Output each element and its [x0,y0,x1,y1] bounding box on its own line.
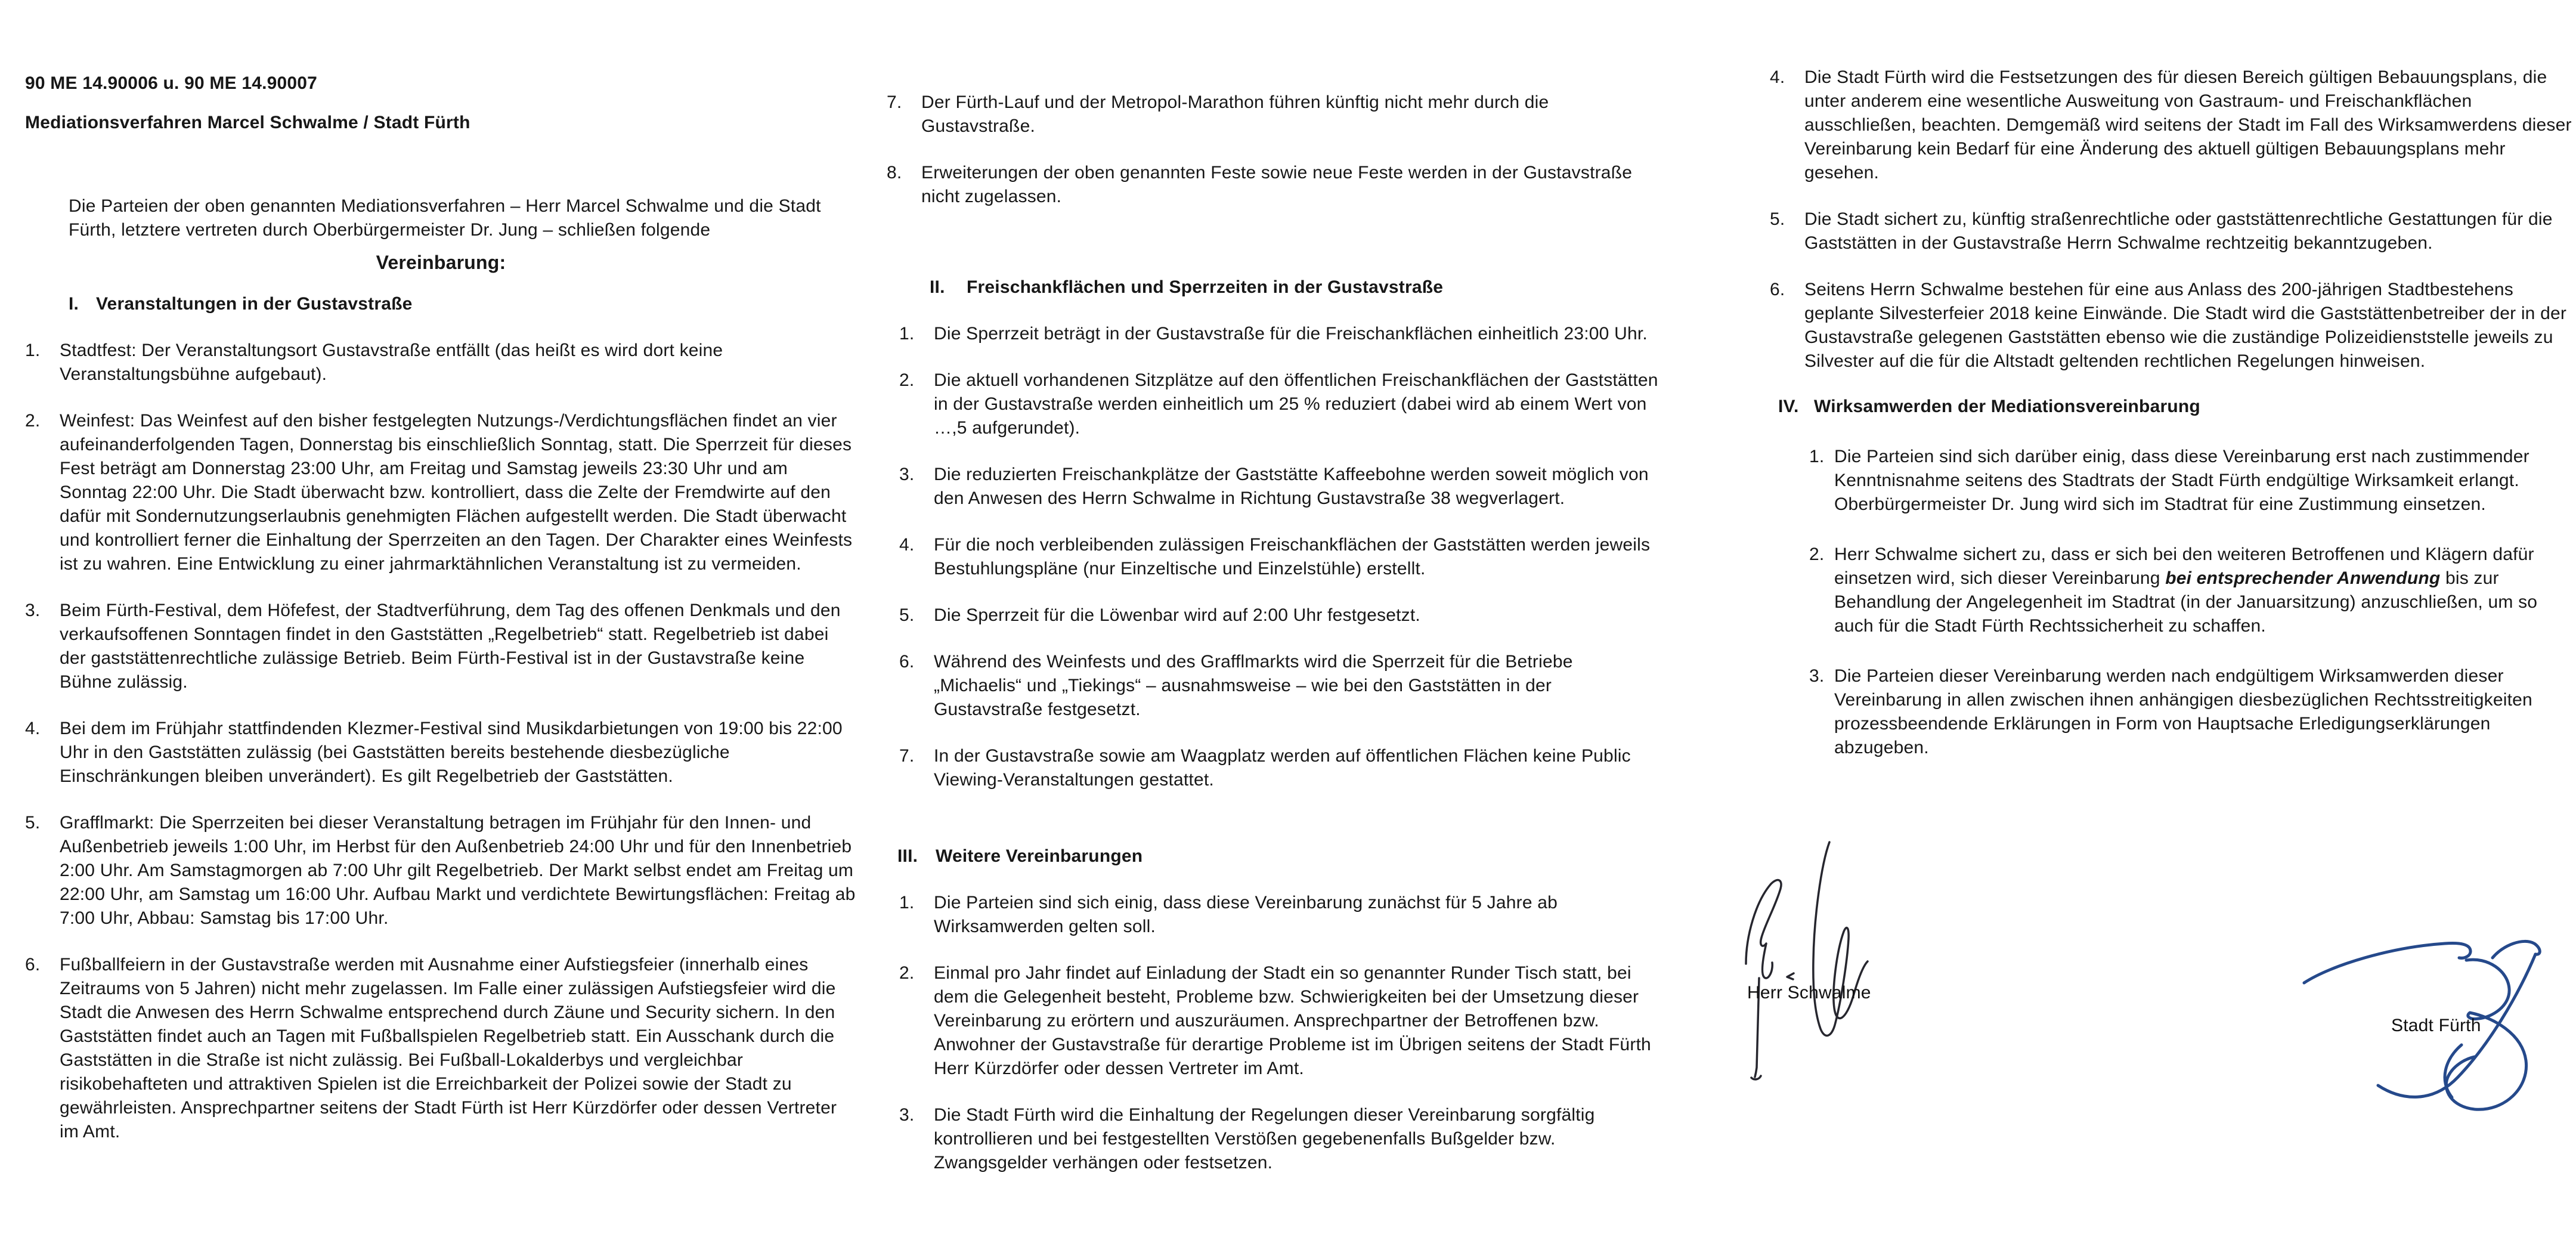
list-item [899,1103,1662,1175]
list-item [25,953,857,1144]
handwritten-signature-icon [1693,829,1872,1211]
list-item [1809,445,2575,516]
item-text: Weinfest: Das Weinfest auf den bisher festgelegten Nutzungs-/Verdichtungsflächen findet an vier aufeinanderfolgenden Tagen, Donnerstag bis einschließlich Sonntag, statt. Die Sperrzeit für dieses Fest beträgt am Donnerstag 23:00 Uhr, am Freitag und Samstag jeweils 23:30 Uhr und am Sonntag 22:00 Uhr. Die Stadt überwacht bzw. kontrolliert, dass die Zelte der Fremdwirte auf den dafür mit Sondernutzungserlaubnis genehmigten Flächen aufgestellt werden. Die Stadt überwacht und kontrolliert ferner die Einhaltung der Sperrzeiten an den Tagen. Der Charakter eines Weinfests ist zu wahren. Eine Entwicklung zu einer jahrmarktähnlichen Veranstaltung ist zu vermeiden. [60,411,853,574]
section-number: III. [897,846,918,866]
item-number: 2. [25,411,41,431]
item-number: 4. [25,719,41,738]
item-text: Bei dem im Frühjahr stattfindenden Klezmer-Festival sind Musikdarbietungen von 19:00 bis 22:00 Uhr in den Gaststätten zulässig (bei Gaststätten bereits bestehende diesbezügliche Einschränkungen bleiben unverändert). Es gilt Regelbetrieb der Gaststätten. [60,719,843,786]
item-text: Grafflmarkt: Die Sperrzeiten bei dieser Veranstaltung betragen im Frühjahr für den Innen- und Außenbetrieb jeweils 1:00 Uhr, im Herbst für den Außenbetrieb 24:00 Uhr und für den Innenbetrieb 2:00 Uhr. Am Samstagmorgen ab 7:00 Uhr gilt Regelbetrieb. Der Markt selbst endet am Freitag um 22:00 Uhr, am Samstag um 16:00 Uhr. Aufbau Markt und verdichtete Bewirtungsflächen: Freitag ab 7:00 Uhr, Abbau: Samstag bis 17:00 Uhr. [60,813,856,928]
section-title: Wirksamwerden der Mediationsvereinbarung [1814,397,2200,416]
item-text: Die Parteien dieser Vereinbarung werden nach endgültigem Wirksamwerden dieser Vereinbarung in allen zwischen ihnen anhängigen diesbezüglichen Rechtsstreitigkeiten prozessbeendende Erklärungen in Form von Hauptsache Erledigungserklärungen abzugeben. [1834,666,2532,757]
item-number: 2. [899,963,915,983]
list-item [887,161,1662,209]
item-text [1834,543,2575,638]
section-heading-4 [1770,395,2575,419]
item-number: 3. [25,601,41,620]
item-text: Während des Weinfests und des Grafflmarkts wird die Sperrzeit für die Betriebe „Michaelis“ und „Tiekings“ – ausnahmsweise – wie bei den Gaststätten in der Gustavstraße festgesetzt. [934,652,1573,719]
list-item [899,533,1662,581]
list-item [899,322,1662,346]
item-number: 2. [1809,545,1825,564]
section-number: IV. [1778,397,1799,416]
item-text-pre: Herr Schwalme sichert zu, dass er sich bei den weiteren Betroffenen und Klägern dafür einsetzen wird, sich dieser Vereinbarung [1834,545,2534,588]
list-item [899,369,1662,440]
case-number: 90 ME 14.90006 u. 90 ME 14.90007 [25,73,318,93]
item-number: 4. [899,535,915,555]
section-number: II. [930,277,945,297]
list-item [899,891,1662,939]
signature-herr-schwalme [1693,829,1872,1211]
item-number: 3. [1809,666,1825,686]
item-number: 1. [899,324,915,344]
column-2 [887,91,1662,1175]
item-number: 5. [1770,209,1785,229]
item-number: 2. [899,370,915,390]
list-item [25,599,857,694]
item-number: 7. [887,92,902,112]
item-text: Die aktuell vorhandenen Sitzplätze auf den öffentlichen Freischankflächen der Gaststätten in der Gustavstraße werden einheitlich um 25 % reduziert (dabei wird ab einem Wert von …,5 aufgerundet). [934,370,1658,438]
item-text-post: bis zur Behandlung der Angelegenheit im Stadtrat (in der Januarsitzung) anzuschließen, um so auch für die Stadt Fürth Rechtssicherheit zu schaffen. [1834,568,2538,636]
item-text: Stadtfest: Der Veranstaltungsort Gustavstraße entfällt (das heißt es wird dort keine Veranstaltungsbühne aufgebaut). [60,341,723,384]
item-number: 3. [899,1105,915,1125]
section-3-list [887,891,1662,1175]
list-item [887,91,1662,138]
list-item [1809,664,2575,760]
agreement-heading: Vereinbarung: [376,252,506,273]
list-item [25,409,857,576]
list-item [899,604,1662,627]
section-heading-2 [887,276,1662,299]
signature-label-stadt-fuerth: Stadt Fürth [2391,1016,2481,1035]
item-text: Die Sperrzeit für die Löwenbar wird auf 2:00 Uhr festgesetzt. [934,605,1420,625]
section-2-list [887,322,1662,792]
item-text: Beim Fürth-Festival, dem Höfefest, der Stadtverführung, dem Tag des offenen Denkmals und den verkaufsoffenen Sonntagen findet in den Gaststätten „Regelbetrieb“ statt. Regelbetrieb ist dabei der gaststättenrechtliche zulässige Betrieb. Beim Fürth-Festival ist in der Gustavstraße keine Bühne zulässig. [60,601,841,692]
item-text: Die Parteien sind sich einig, dass diese Vereinbarung zunächst für 5 Jahre ab Wirksamwerden gelten soll. [934,893,1558,936]
item-text: Fußballfeiern in der Gustavstraße werden mit Ausnahme einer Aufstiegsfeier (innerhalb eines Zeitraums von 5 Jahren) nicht mehr zugelassen. Im Falle einer zulässigen Aufstiegsfeier wird die Stadt die Anwesen des Herrn Schwalme entsprechend durch Zäune und Security sichern. In den Gaststätten findet auch an Tagen mit Fußballspielen Regelbetrieb statt. Ein Ausschank durch die Gaststätten in die Straße ist nicht zulässig. Bei Fußball-Lokalderbys und vergleichbar risikobehafteten und attraktiven Spielen ist die Erreichbarkeit der Polizei sowie der Stadt zu gewährleisten. Ansprechpartner seitens der Stadt Fürth ist Herr Kürzdörfer oder dessen Vertreter im Amt. [60,955,837,1141]
section-4-list [1770,445,2575,760]
item-text: Der Fürth-Lauf und der Metropol-Marathon führen künftig nicht mehr durch die Gustavstraße. [921,92,1549,136]
item-number: 5. [899,605,915,625]
section-title: Weitere Vereinbarungen [936,846,1143,866]
item-text: Für die noch verbleibenden zulässigen Freischankflächen der Gaststätten werden jeweils Bestuhlungspläne (nur Einzeltische und Einzelstühle) erstellt. [934,535,1651,578]
list-item [1809,543,2575,638]
item-text: In der Gustavstraße sowie am Waagplatz werden auf öffentlichen Flächen keine Public Viewing-Veranstaltungen gestattet. [934,746,1631,790]
item-text: Die Stadt sichert zu, künftig straßenrechtliche oder gaststättenrechtliche Gestattungen für die Gaststätten in der Gustavstraße Herrn Schwalme rechtzeitig bekanntzugeben. [1804,209,2553,253]
list-item [25,811,857,930]
item-text: Erweiterungen der oben genannten Feste sowie neue Feste werden in der Gustavstraße nicht zugelassen. [921,163,1633,206]
list-item [1770,208,2575,255]
column-1 [25,72,857,1144]
section-number: I. [69,294,79,314]
item-number: 6. [25,955,41,975]
item-text: Die reduzierten Freischankplätze der Gaststätte Kaffeebohne werden soweit möglich von den Anwesen des Herrn Schwalme in Richtung Gustavstraße 38 wegverlagert. [934,465,1649,508]
list-item [899,744,1662,792]
item-number: 5. [25,813,41,833]
item-number: 3. [899,465,915,484]
item-number: 8. [887,163,902,182]
document-title: Mediationsverfahren Marcel Schwalme / Stadt Fürth [25,113,470,132]
list-item [1770,278,2575,373]
section-title: Veranstaltungen in der Gustavstraße [96,294,413,314]
list-item [25,339,857,386]
section-heading-1 [25,292,857,316]
item-number: 1. [899,893,915,912]
section-title: Freischankflächen und Sperrzeiten in der Gustavstraße [967,277,1444,297]
item-text: Seitens Herrn Schwalme bestehen für eine aus Anlass des 200-jährigen Stadtbestehens geplante Silvesterfeier 2018 keine Einwände. Die Stadt wird die Gaststättenbetreiber der in der Gustavstraße gelegenen Gaststätten ebenso wie die zuständige Polizeidienststelle jeweils zu Silvester auf die für die Altstadt geltenden rechtlichen Regelungen hinweisen. [1804,280,2567,371]
section-heading-3 [887,844,1662,868]
list-item [899,650,1662,722]
signature-label-herr-schwalme: Herr Schwalme [1747,983,1871,1003]
item-number: 4. [1770,67,1785,87]
item-text: Die Stadt Fürth wird die Einhaltung der Regelungen dieser Vereinbarung sorgfältig kontrollieren und bei festgestellten Verstößen gegebenenfalls Bußgelder bzw. Zwangsgelder verhängen oder festsetzen. [934,1105,1595,1173]
list-item [899,463,1662,511]
list-item [899,961,1662,1081]
item-text: Die Sperrzeit beträgt in der Gustavstraße für die Freischankflächen einheitlich 23:00 Uhr. [934,324,1648,344]
item-text: Einmal pro Jahr findet auf Einladung der Stadt ein so genannter Runder Tisch statt, bei dem die Gelegenheit besteht, Probleme bzw. Schwierigkeiten bei der Umsetzung dieser Vereinbarung zu erörtern und auszuräumen. Ansprechpartner der Betroffenen bzw. Anwohner der Gustavstraße für derartige Probleme ist im Übrigen seitens der Stadt Fürth Herr Kürzdörfer oder dessen Vertreter im Amt. [934,963,1651,1078]
item-number: 6. [899,652,915,672]
item-number: 7. [899,746,915,766]
item-text-emphasis: bei entsprechender Anwendung [2165,568,2441,588]
item-number: 1. [1809,447,1825,466]
item-number: 6. [1770,280,1785,299]
intro-paragraph: Die Parteien der oben genannten Mediationsverfahren – Herr Marcel Schwalme und die Stadt Fürth, letztere vertreten durch Oberbürgermeister Dr. Jung – schließen folgende [69,196,821,240]
item-text: Die Parteien sind sich darüber einig, dass diese Vereinbarung erst nach zustimmender Kenntnisnahme seitens des Stadtrats der Stadt Fürth endgültige Wirksamkeit erlangt. Oberbürgermeister Dr. Jung wird sich im Stadtrat für eine Zustimmung einsetzen. [1834,447,2529,514]
column-3 [1770,66,2575,760]
item-text: Die Stadt Fürth wird die Festsetzungen des für diesen Bereich gültigen Bebauungsplans, die unter anderem eine wesentliche Ausweitung von Gastraum- und Freischankflächen ausschließen, beachten. Demgemäß wird seitens der Stadt im Fall des Wirksamwerdens dieser Vereinbarung kein Bedarf für eine Änderung des aktuell gültigen Bebauungsplans mehr gesehen. [1804,67,2572,182]
list-item [25,717,857,788]
list-item [1770,66,2575,185]
item-number: 1. [25,341,41,360]
